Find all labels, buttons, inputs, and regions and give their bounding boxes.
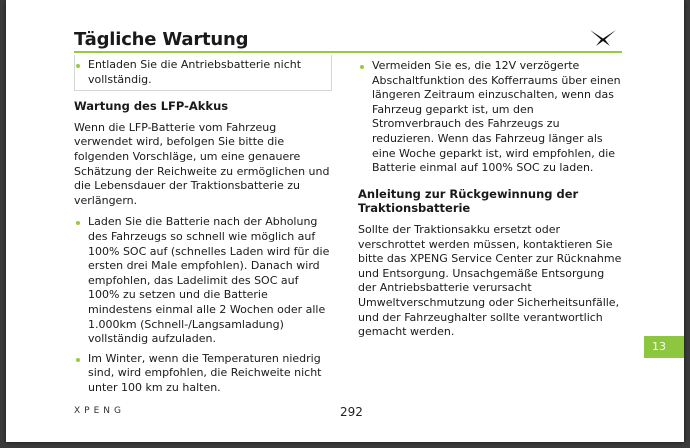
bullet-text: Vermeiden Sie es, die 12V verzögerte Abschaltfunktion des Kofferraums über einen längeren Zeitraum einzuschalten, wenn das Fahrzeug geparkt ist, um den Stromverbrauch des Fahrzeugs zu reduzieren. Wenn das Fahrzeug länger als eine Woche geparkt ist, wird empfohlen, die Batterie einmal auf 100% SOC zu laden. — [372, 59, 621, 175]
section-heading-lfp: Wartung des LFP-Akkus — [74, 99, 229, 114]
left-column — [74, 58, 332, 395]
title-divider — [74, 51, 622, 53]
section-heading-recovery: Anleitung zur Rückgewinnung der Traktionsbatterie — [358, 186, 579, 216]
page-title: Tägliche Wartung — [74, 29, 249, 50]
bullet-dot-icon — [360, 65, 364, 69]
bullet-dot-icon — [76, 64, 80, 68]
bullet-dot-icon — [76, 358, 80, 362]
intro-paragraph: Wenn die LFP-Batterie vom Fahrzeug verwendet wird, befolgen Sie bitte die folgenden Vorschläge, um eine genauere Schätzung der Reichweite zu ermöglichen und die Lebensdauer der Traktionsbatterie zu verlängern. — [74, 120, 330, 207]
manual-page — [6, 0, 684, 442]
chapter-tab[interactable]: 13 — [644, 336, 684, 358]
right-column — [358, 59, 622, 340]
footer-brand-logo: XPENG — [74, 406, 125, 416]
page-number: 292 — [340, 405, 363, 419]
bullet-dot-icon — [76, 221, 80, 225]
recovery-paragraph: Sollte der Traktionsakku ersetzt oder verschrottet werden müssen, kontaktieren Sie bitte das XPENG Service Center zur Rücknahme und Entsorgung. Unsachgemäße Entsorgung der Antriebsbatterie verursacht Umweltverschmutzung oder Sicherheitsunfälle, und der Fahrzeughalter sollte verantwortlich gemacht werden. — [358, 222, 622, 339]
list-item — [74, 58, 332, 87]
bullet-text: Im Winter, wenn die Temperaturen niedrig sind, wird empfohlen, die Reichweite nicht unter 100 km zu halten. — [88, 351, 322, 394]
list-item — [358, 59, 622, 176]
list-item — [74, 215, 332, 346]
bullet-text: Entladen Sie die Antriebsbatterie nicht vollständig. — [88, 58, 302, 86]
bullet-text: Laden Sie die Batterie nach der Abholung des Fahrzeugs so schnell wie möglich auf 100% SOC auf (schnelles Laden wird für die ersten drei Male empfohlen). Danach wird empfohlen, das Ladelimit des SOC auf 100% zu setzen und die Batterie mindestens einmal alle 2 Wochen oder alle 1.000km (Schnell-/Langsamladung) vollständig aufzuladen. — [88, 215, 330, 346]
list-item — [74, 352, 332, 396]
xpeng-x-icon — [588, 29, 618, 47]
